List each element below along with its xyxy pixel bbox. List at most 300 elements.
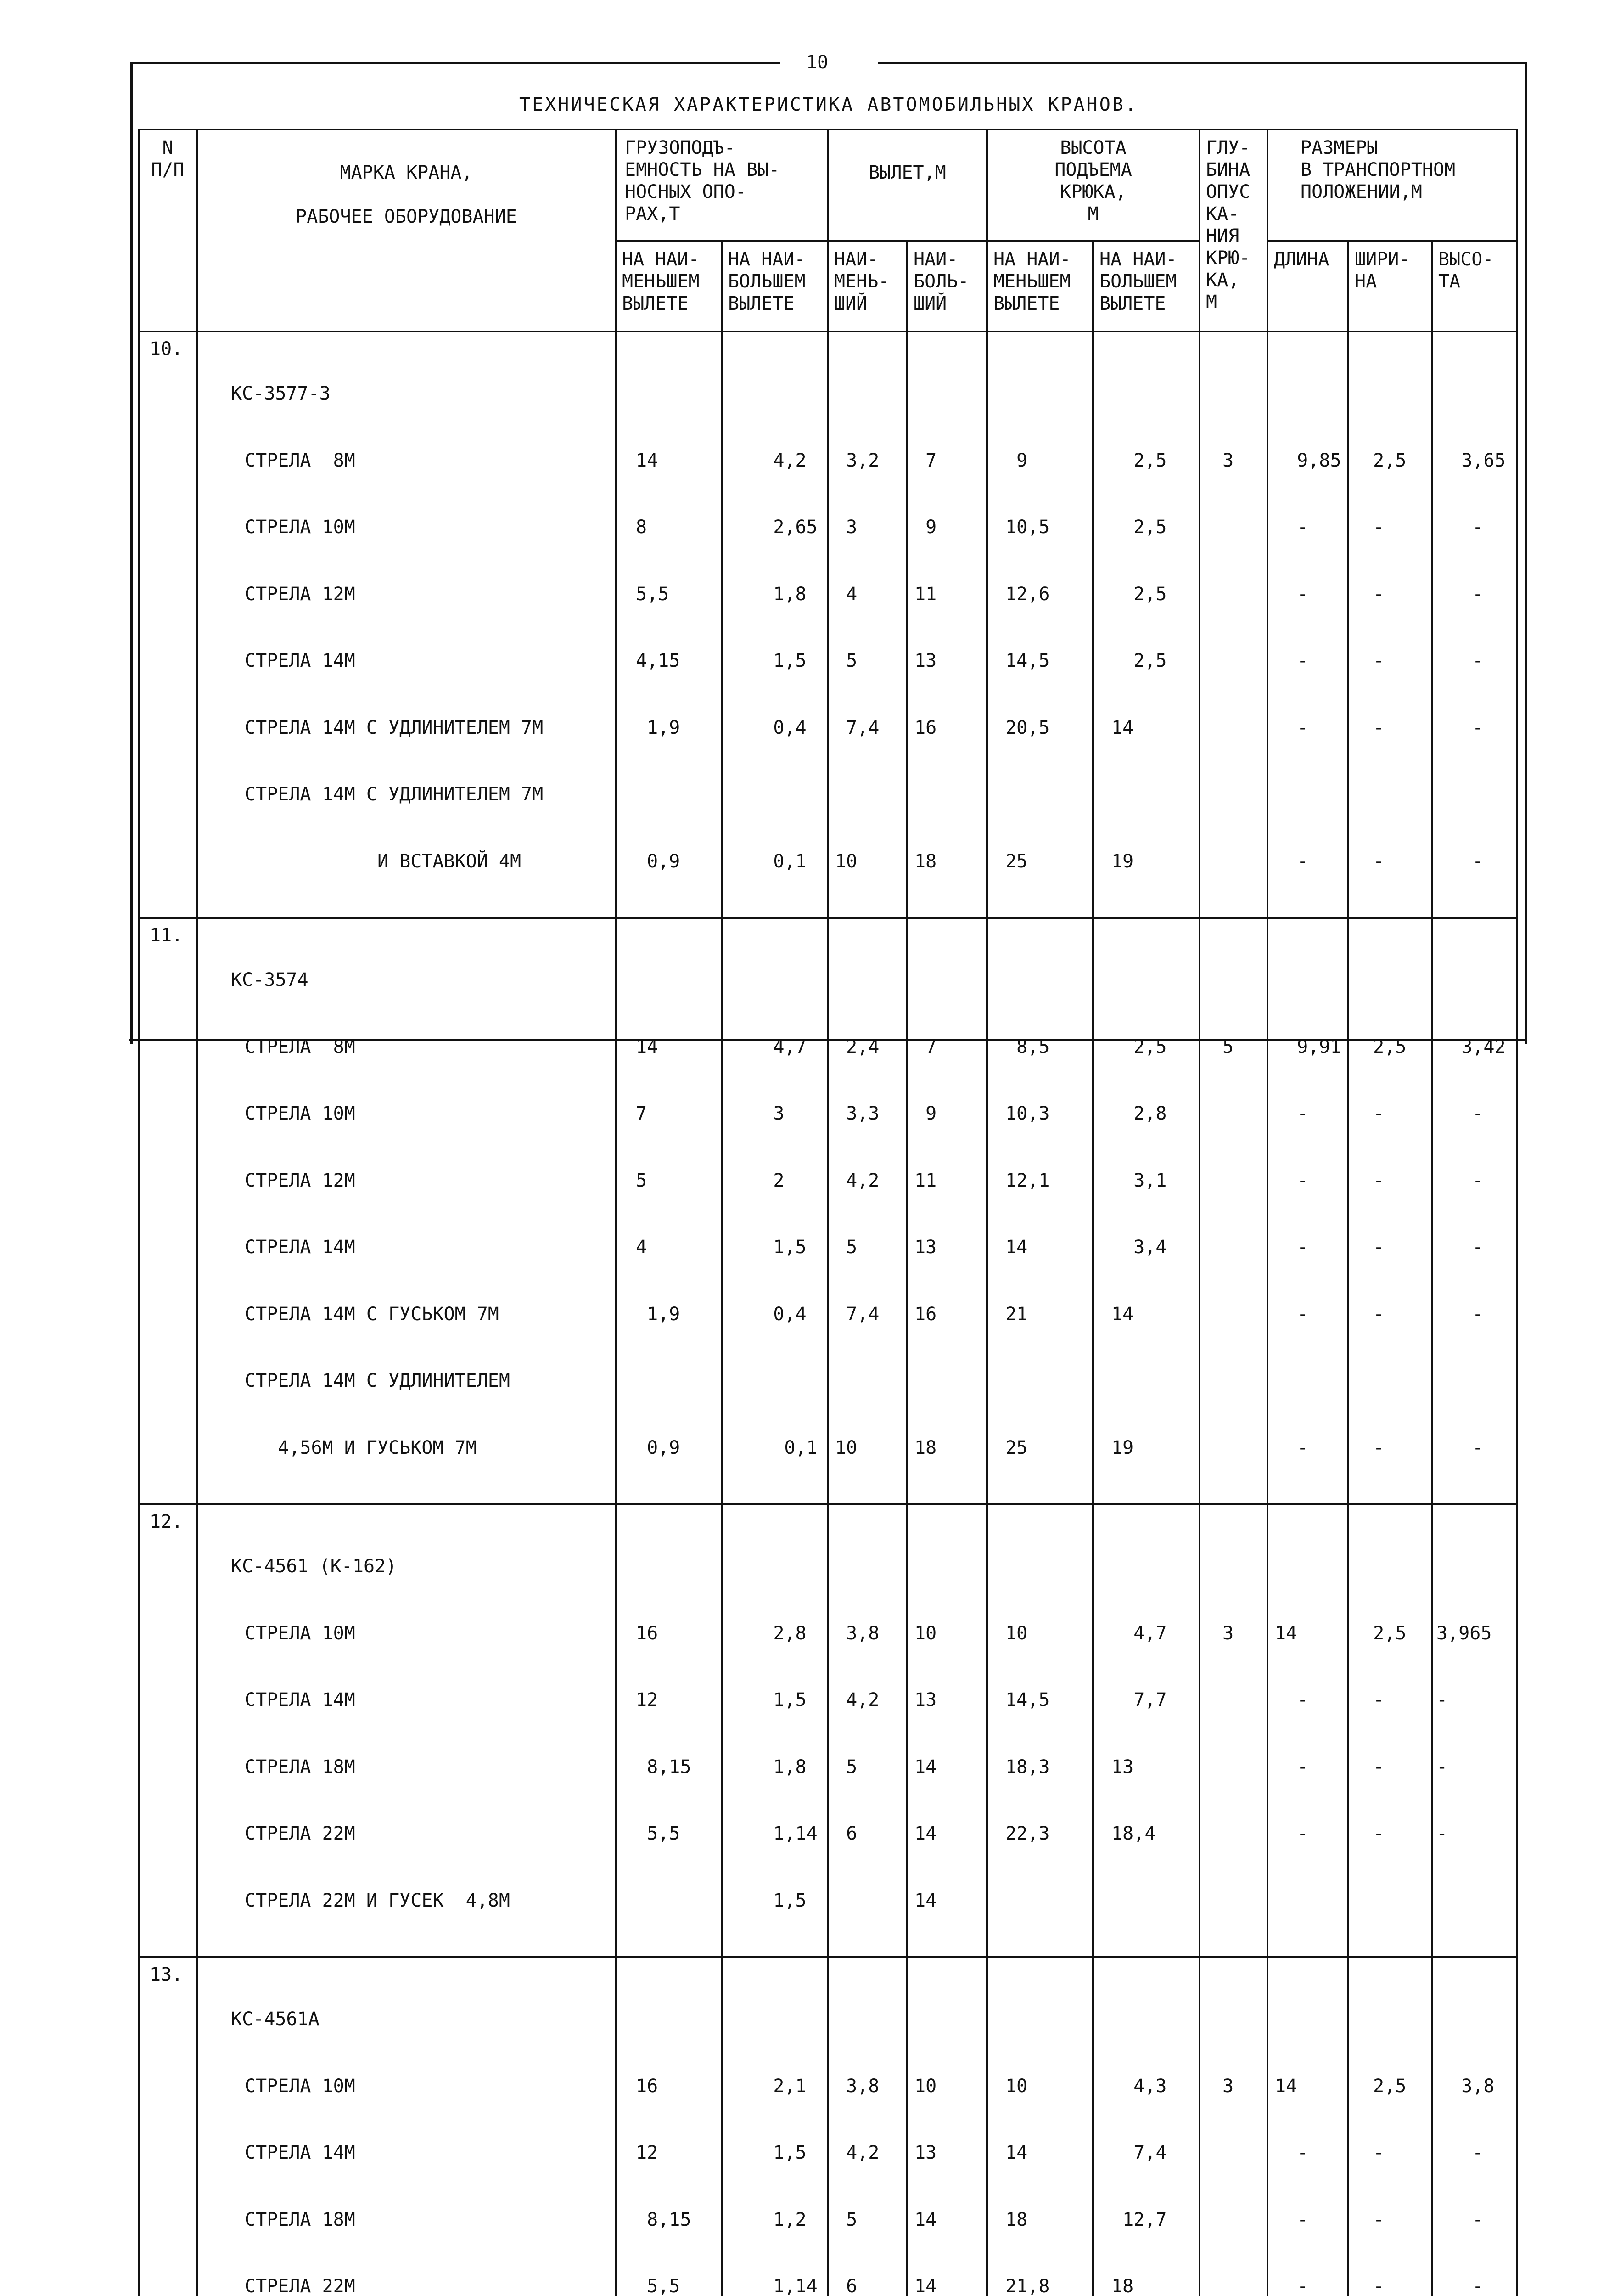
value: 14 xyxy=(914,1823,937,1844)
equipment-line: СТРЕЛА 14М С УДЛИНИТЕЛЕМ xyxy=(245,1370,510,1391)
value: 13 xyxy=(914,650,937,671)
frame-right xyxy=(1525,62,1527,1044)
equipment-line: СТРЕЛА 14М xyxy=(245,650,355,671)
value: 5 xyxy=(835,1756,858,1778)
value: 10 xyxy=(835,1437,858,1458)
value: - xyxy=(1362,1437,1385,1458)
value: 9 xyxy=(994,450,1028,471)
value xyxy=(1100,783,1199,806)
value: - xyxy=(1275,1756,1308,1778)
value: 7,4 xyxy=(1100,2142,1167,2163)
value xyxy=(1362,1890,1431,1912)
value: - xyxy=(1362,717,1385,738)
value: 14,5 xyxy=(994,1689,1050,1711)
value: - xyxy=(1275,583,1308,605)
hook-depth-cell xyxy=(1200,1504,1267,1957)
value: 7,4 xyxy=(835,717,880,738)
equipment-line: СТРЕЛА 14М xyxy=(245,2142,355,2163)
capacity-min-cell xyxy=(616,1504,722,1957)
length-cell xyxy=(1267,1957,1348,2296)
value: - xyxy=(1275,1303,1308,1325)
value: 12 xyxy=(636,1689,658,1711)
equipment-line: СТРЕЛА 14М С УДЛИНИТЕЛЕМ 7М xyxy=(245,717,544,738)
value: 2,5 xyxy=(1362,1036,1407,1058)
value: 4,2 xyxy=(835,2142,880,2163)
crane-model: КС-3574 xyxy=(231,969,308,990)
value: 7 xyxy=(914,1036,937,1058)
value: 14 xyxy=(994,2142,1028,2163)
header-width: ШИРИ- НА xyxy=(1348,241,1432,332)
value: 1,9 xyxy=(636,1303,680,1325)
value: 14 xyxy=(1275,1622,1297,1644)
value xyxy=(1275,1370,1347,1392)
value: 14 xyxy=(914,1756,937,1778)
value xyxy=(636,1370,721,1392)
frame-top-right xyxy=(878,62,1527,64)
value: 1,2 xyxy=(729,2209,807,2230)
value: 7 xyxy=(636,1103,647,1124)
value: 2,65 xyxy=(729,517,818,538)
header-number: N П/П xyxy=(139,129,197,332)
value: 21 xyxy=(994,1303,1028,1325)
height-size-cell xyxy=(1432,1957,1517,2296)
value: 2,5 xyxy=(1362,2075,1407,2097)
header-transport-size: РАЗМЕРЫ В ТРАНСПОРТНОМ ПОЛОЖЕНИИ,М xyxy=(1267,129,1517,241)
value: 3,965 xyxy=(1436,1622,1492,1644)
height-min-cell xyxy=(987,1504,1093,1957)
capacity-min-cell xyxy=(616,918,722,1504)
value xyxy=(1100,1370,1199,1392)
reach-max-cell xyxy=(907,1957,987,2296)
value xyxy=(914,1370,986,1392)
table-row-group-11 xyxy=(139,918,1517,1504)
value xyxy=(636,783,721,806)
value: 18,4 xyxy=(1100,1823,1156,1844)
value: 3,1 xyxy=(1100,1170,1167,1191)
value xyxy=(835,1370,906,1392)
crane-model: КС-4561А xyxy=(231,2009,320,2030)
value: 4 xyxy=(636,1237,647,1258)
value: - xyxy=(1362,1170,1385,1191)
value: 0,9 xyxy=(636,850,680,872)
value: - xyxy=(1362,517,1385,538)
value xyxy=(994,1370,1092,1392)
value: 1,5 xyxy=(729,2142,807,2163)
value: 7,4 xyxy=(835,1303,880,1325)
value xyxy=(1436,1890,1516,1912)
crane-model-cell xyxy=(197,332,616,918)
value: 18 xyxy=(1100,2276,1134,2296)
capacity-max-cell xyxy=(722,1504,828,1957)
value: 4,2 xyxy=(835,1689,880,1711)
value: 3,4 xyxy=(1100,1237,1167,1258)
value: 3 xyxy=(729,1103,785,1124)
reach-min-cell xyxy=(828,918,907,1504)
value: 0,4 xyxy=(729,1303,807,1325)
value: 3,8 xyxy=(835,1622,880,1644)
reach-max-cell xyxy=(907,918,987,1504)
value: 1,14 xyxy=(729,1823,818,1844)
value: - xyxy=(1362,1689,1385,1711)
equipment-line: СТРЕЛА 22М xyxy=(245,1823,355,1844)
header-height-max: НА НАИ- БОЛЬШЕМ ВЫЛЕТЕ xyxy=(1093,241,1200,332)
value: 18,3 xyxy=(994,1756,1050,1778)
value: 14 xyxy=(914,1890,937,1911)
value: 11 xyxy=(914,583,937,605)
value xyxy=(1439,783,1516,806)
value: 10 xyxy=(914,1622,937,1644)
value: - xyxy=(1439,583,1484,605)
value: 8 xyxy=(636,517,647,538)
value: 22,3 xyxy=(994,1823,1050,1844)
width-cell xyxy=(1348,1504,1432,1957)
page-number: 10 xyxy=(806,52,829,73)
value xyxy=(1362,783,1431,806)
value: 2,8 xyxy=(729,1622,807,1644)
value: 18 xyxy=(994,2209,1028,2230)
value: - xyxy=(1439,1170,1484,1191)
value: 2,8 xyxy=(1100,1103,1167,1124)
value: 12,7 xyxy=(1100,2209,1167,2230)
value: 2,5 xyxy=(1100,650,1167,671)
value: 2,4 xyxy=(835,1036,880,1058)
value: 3,2 xyxy=(835,450,880,471)
capacity-max-cell xyxy=(722,1957,828,2296)
value: - xyxy=(1275,650,1308,671)
header-reach-max: НАИ- БОЛЬ- ШИЙ xyxy=(907,241,987,332)
value: - xyxy=(1439,1437,1484,1458)
value: 0,1 xyxy=(729,850,807,872)
frame-left xyxy=(130,62,133,1044)
value: - xyxy=(1362,650,1385,671)
value: - xyxy=(1275,1437,1308,1458)
value: - xyxy=(1275,1237,1308,1258)
value: 3 xyxy=(835,517,858,538)
value: 1,5 xyxy=(729,1890,807,1911)
value: - xyxy=(1275,2276,1308,2296)
value: 5 xyxy=(835,650,858,671)
value: 19 xyxy=(1100,1437,1134,1458)
value: 4,3 xyxy=(1100,2075,1167,2097)
header-capacity: ГРУЗОПОДЪ- ЕМНОСТЬ НА ВЫ- НОСНЫХ ОПО- РАХ,Т xyxy=(616,129,828,241)
header-reach-min: НАИ- МЕНЬ- ШИЙ xyxy=(828,241,907,332)
value: 4,7 xyxy=(729,1036,807,1058)
value: 1,5 xyxy=(729,1237,807,1258)
reach-min-cell xyxy=(828,332,907,918)
value xyxy=(1439,1370,1516,1392)
value: 16 xyxy=(636,1622,658,1644)
value xyxy=(636,1890,721,1912)
equipment-line: СТРЕЛА 18М xyxy=(245,1756,355,1778)
value xyxy=(914,783,986,806)
value: - xyxy=(1436,1689,1448,1711)
value: 10 xyxy=(835,850,858,872)
value: - xyxy=(1362,583,1385,605)
value: 5 xyxy=(835,1237,858,1258)
value: 2 xyxy=(729,1170,785,1191)
capacity-min-cell xyxy=(616,1957,722,2296)
value: - xyxy=(1362,2276,1385,2296)
value xyxy=(1275,783,1347,806)
value: 10 xyxy=(914,2075,937,2097)
equipment-line: СТРЕЛА 22М И ГУСЕК 4,8М xyxy=(245,1890,510,1911)
value: 14 xyxy=(636,450,658,471)
value: 5,5 xyxy=(636,1823,680,1844)
crane-model: КС-3577-3 xyxy=(231,383,331,404)
equipment-line: СТРЕЛА 10М xyxy=(245,2075,355,2097)
crane-model: КС-4561 (К-162) xyxy=(231,1556,397,1577)
value: - xyxy=(1275,1170,1308,1191)
value: 3 xyxy=(1211,450,1234,471)
value: 5,5 xyxy=(636,583,669,605)
value: - xyxy=(1275,1103,1308,1124)
value: - xyxy=(1362,1103,1385,1124)
value: 14 xyxy=(994,1237,1028,1258)
length-cell xyxy=(1267,918,1348,1504)
value: 14 xyxy=(914,2209,937,2230)
value: 13 xyxy=(914,2142,937,2163)
value: 8,15 xyxy=(636,1756,691,1778)
value: 1,9 xyxy=(636,717,680,738)
value: 4,15 xyxy=(636,650,680,671)
value: 4,2 xyxy=(729,450,807,471)
value: 10 xyxy=(994,2075,1028,2097)
equipment-line: СТРЕЛА 12М xyxy=(245,583,355,605)
value: 14 xyxy=(1275,2075,1297,2097)
value: 11 xyxy=(914,1170,937,1191)
equipment-line: И ВСТАВКОЙ 4М xyxy=(245,850,521,872)
header-hook-height: ВЫСОТА ПОДЪЕМА КРЮКА, М xyxy=(987,129,1200,241)
value: - xyxy=(1275,2142,1308,2163)
equipment-line: СТРЕЛА 8М xyxy=(245,1036,355,1058)
value xyxy=(1362,1370,1431,1392)
value: 2,5 xyxy=(1100,450,1167,471)
hook-depth-cell xyxy=(1200,332,1267,918)
value: 12,1 xyxy=(994,1170,1050,1191)
value: 18 xyxy=(914,850,937,872)
value xyxy=(1275,1890,1347,1912)
value: 5 xyxy=(835,2209,858,2230)
row-number: 13. xyxy=(139,1957,197,2296)
value: 9 xyxy=(914,1103,937,1124)
capacity-max-cell xyxy=(722,918,828,1504)
value: 6 xyxy=(835,2276,858,2296)
header-hook-depth: ГЛУ- БИНА ОПУС КА- НИЯ КРЮ- КА, М xyxy=(1200,129,1267,332)
reach-min-cell xyxy=(828,1504,907,1957)
value: 14 xyxy=(914,2276,937,2296)
value: 2,5 xyxy=(1100,1036,1167,1058)
equipment-line: СТРЕЛА 14М С ГУСЬКОМ 7М xyxy=(245,1303,499,1325)
value: - xyxy=(1439,2142,1484,2163)
equipment-line: СТРЕЛА 14М xyxy=(245,1237,355,1258)
header-reach: ВЫЛЕТ,М xyxy=(828,129,987,241)
height-min-cell xyxy=(987,918,1093,1504)
value: - xyxy=(1275,517,1308,538)
value: 1,8 xyxy=(729,583,807,605)
value: 1,5 xyxy=(729,1689,807,1711)
value: 3,8 xyxy=(1439,2075,1495,2097)
value: 10,5 xyxy=(994,517,1050,538)
value xyxy=(1100,1890,1199,1912)
equipment-line: СТРЕЛА 22М xyxy=(245,2276,355,2296)
header-height-min: НА НАИ- МЕНЬШЕМ ВЫЛЕТЕ xyxy=(987,241,1093,332)
value: - xyxy=(1439,650,1484,671)
value: 2,1 xyxy=(729,2075,807,2097)
value: - xyxy=(1362,1756,1385,1778)
table-row-group-12 xyxy=(139,1504,1517,1957)
value: 2,5 xyxy=(1362,1622,1407,1644)
value: - xyxy=(1439,717,1484,738)
value: - xyxy=(1362,2142,1385,2163)
value: - xyxy=(1436,1756,1448,1778)
value: 3 xyxy=(1211,1622,1234,1644)
value: 7,7 xyxy=(1100,1689,1167,1711)
value: - xyxy=(1362,1303,1385,1325)
table-row-group-13 xyxy=(139,1957,1517,2296)
row-number: 10. xyxy=(139,332,197,918)
value: - xyxy=(1362,2209,1385,2230)
value: 3 xyxy=(1211,2075,1234,2097)
value: 21,8 xyxy=(994,2276,1050,2296)
value: - xyxy=(1362,850,1385,872)
length-cell xyxy=(1267,1504,1348,1957)
value: 3,3 xyxy=(835,1103,880,1124)
value: 19 xyxy=(1100,850,1134,872)
value: 5,5 xyxy=(636,2276,680,2296)
value: 13 xyxy=(1100,1756,1134,1778)
header-crane-model: МАРКА КРАНА, РАБОЧЕЕ ОБОРУДОВАНИЕ xyxy=(197,129,616,332)
value: 9,91 xyxy=(1275,1036,1341,1058)
value: - xyxy=(1275,1823,1308,1844)
value xyxy=(994,783,1092,806)
value xyxy=(729,783,827,806)
height-size-cell xyxy=(1432,332,1517,918)
value: 0,1 xyxy=(729,1437,818,1458)
value: 3,42 xyxy=(1439,1036,1506,1058)
value: 8,15 xyxy=(636,2209,691,2230)
value: 1,5 xyxy=(729,650,807,671)
crane-specs-table xyxy=(138,129,1518,2296)
value: 0,4 xyxy=(729,717,807,738)
height-max-cell xyxy=(1093,1504,1200,1957)
value: 14,5 xyxy=(994,650,1050,671)
value: 20,5 xyxy=(994,717,1050,738)
value: 18 xyxy=(914,1437,937,1458)
value: - xyxy=(1439,1303,1484,1325)
value: 14 xyxy=(1100,717,1134,738)
value: - xyxy=(1439,850,1484,872)
value: 9 xyxy=(914,517,937,538)
height-size-cell xyxy=(1432,1504,1517,1957)
value: 25 xyxy=(994,1437,1028,1458)
value: 12,6 xyxy=(994,583,1050,605)
value: - xyxy=(1362,1237,1385,1258)
value: - xyxy=(1436,1823,1448,1844)
value: 2,5 xyxy=(1100,583,1167,605)
value: 5 xyxy=(636,1170,647,1191)
value: 2,5 xyxy=(1100,517,1167,538)
value xyxy=(994,1890,1092,1912)
reach-min-cell xyxy=(828,1957,907,2296)
equipment-line: СТРЕЛА 14М С УДЛИНИТЕЛЕМ 7М xyxy=(245,784,544,805)
value: 4 xyxy=(835,583,858,605)
crane-model-cell xyxy=(197,918,616,1504)
value: - xyxy=(1439,2276,1484,2296)
value: 13 xyxy=(914,1689,937,1711)
hook-depth-cell xyxy=(1200,1957,1267,2296)
value: - xyxy=(1275,717,1308,738)
equipment-line: СТРЕЛА 12М xyxy=(245,1170,355,1191)
value: 3,8 xyxy=(835,2075,880,2097)
equipment-line: СТРЕЛА 10М xyxy=(245,517,355,538)
equipment-line: СТРЕЛА 10М xyxy=(245,1622,355,1644)
value: 3,65 xyxy=(1439,450,1506,471)
row-number: 12. xyxy=(139,1504,197,1957)
value: - xyxy=(1275,2209,1308,2230)
reach-max-cell xyxy=(907,332,987,918)
value: - xyxy=(1439,1103,1484,1124)
value: - xyxy=(1362,1823,1385,1844)
equipment-line: 4,56М И ГУСЬКОМ 7М xyxy=(245,1437,477,1458)
equipment-line: СТРЕЛА 14М xyxy=(245,1689,355,1711)
value: 12 xyxy=(636,2142,658,2163)
length-cell xyxy=(1267,332,1348,918)
value: 10,3 xyxy=(994,1103,1050,1124)
crane-model-cell xyxy=(197,1957,616,2296)
value: 13 xyxy=(914,1237,937,1258)
reach-max-cell xyxy=(907,1504,987,1957)
row-number: 11. xyxy=(139,918,197,1504)
value: 4,2 xyxy=(835,1170,880,1191)
height-max-cell xyxy=(1093,332,1200,918)
value: 2,5 xyxy=(1362,450,1407,471)
value: 4,7 xyxy=(1100,1622,1167,1644)
capacity-max-cell xyxy=(722,332,828,918)
height-max-cell xyxy=(1093,1957,1200,2296)
value: 14 xyxy=(1100,1303,1134,1325)
value xyxy=(835,783,906,806)
value xyxy=(835,1890,906,1912)
value: 16 xyxy=(636,2075,658,2097)
hook-depth-cell xyxy=(1200,918,1267,1504)
table-row-group-10 xyxy=(139,332,1517,918)
value: 1,8 xyxy=(729,1756,807,1778)
equipment-line: СТРЕЛА 8М xyxy=(245,450,355,471)
value: 16 xyxy=(914,1303,937,1325)
value: - xyxy=(1439,517,1484,538)
equipment-line: СТРЕЛА 18М xyxy=(245,2209,355,2230)
height-min-cell xyxy=(987,1957,1093,2296)
value: - xyxy=(1275,850,1308,872)
value: - xyxy=(1439,2209,1484,2230)
header-height-size: ВЫСО- ТА xyxy=(1432,241,1517,332)
equipment-line: СТРЕЛА 10М xyxy=(245,1103,355,1124)
value: - xyxy=(1439,1237,1484,1258)
value: 8,5 xyxy=(994,1036,1050,1058)
value xyxy=(729,1370,827,1392)
frame-top-left xyxy=(130,62,780,64)
height-max-cell xyxy=(1093,918,1200,1504)
height-size-cell xyxy=(1432,918,1517,1504)
value: 14 xyxy=(636,1036,658,1058)
value: 16 xyxy=(914,717,937,738)
value: 6 xyxy=(835,1823,858,1844)
value: 10 xyxy=(994,1622,1028,1644)
value: 9,85 xyxy=(1275,450,1341,471)
value: 5 xyxy=(1211,1036,1234,1058)
header-length: ДЛИНА xyxy=(1267,241,1348,332)
header-capacity-min: НА НАИ- МЕНЬШЕМ ВЫЛЕТЕ xyxy=(616,241,722,332)
